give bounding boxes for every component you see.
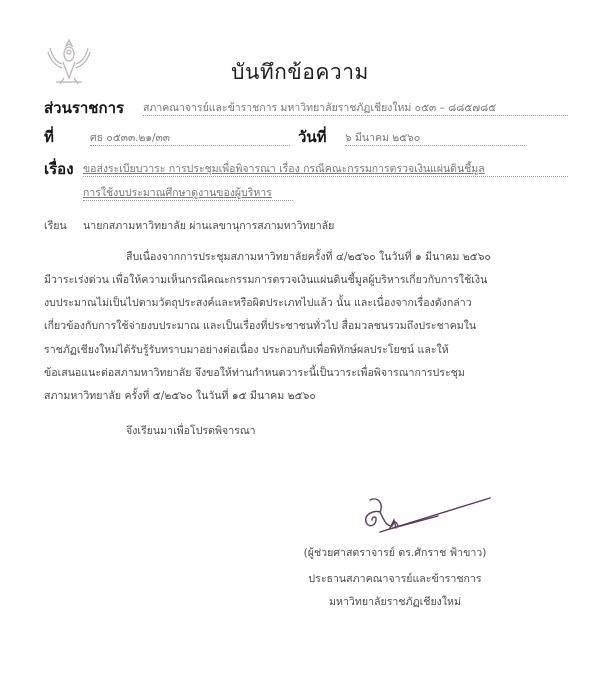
subject-line-1: ขอส่งระเบียบวาระ การประชุมเพื่อพิจารณา เรื่อง กรณีคณะกรรมการตรวจเงินแผ่นดินชี้มูล [83,162,568,177]
page-title: บันทึกข้อความ [231,60,369,84]
subject-label: เรื่อง [44,160,74,178]
recipient-value: นายกสภามหาวิทยาลัย ผ่านเลขานุการสภามหาวิทยาลัย [83,220,335,232]
body-line: งบประมาณไม่เป็นไปตามวัตถุประสงค์และหรือผิดประเภทไปแล้ว นั้น และเนื่องจากเรื่องดังกล่าว [44,297,472,309]
signatory-name: (ผู้ช่วยศาสตราจารย์ ดร.ศักราช ฟ้าขาว) [303,547,487,559]
body-line: สภามหาวิทยาลัย ครั้งที่ ๕/๒๕๖๐ ในวันที่ ๑๕ มีนาคม ๒๕๖๐ [44,390,316,402]
signatory-position-1: ประธานสภาคณาจารย์และข้าราชการ [308,573,482,585]
date-value: ๖ มีนาคม ๒๕๖๐ [345,131,525,146]
department-value: สภาคณาจารย์และข้าราชการ มหาวิทยาลัยราชภัฏเชียงใหม่ ๐๕๓ – ๘๘๕๗๘๕ [143,101,568,116]
recipient-label: เรียน [44,220,67,232]
signatory-position-2: มหาวิทยาลัยราชภัฏเชียงใหม่ [329,596,461,608]
reference-value: ศธ ๐๕๓๓.๒๑/๓๓ [90,131,290,146]
body-line: เกี่ยวข้องกับการใช้จ่ายงบประมาณ และเป็นเรื่องที่ประชาชนทั่วไป สื่อมวลชนรวมถึงประชาคมใน [44,320,477,332]
body-line: ข้อเสนอแนะต่อสภามหาวิทยาลัย จึงขอให้ท่านกำหนดวาระนี้เป็นวาระเพื่อพิจารณาการประชุม [44,367,465,379]
handwritten-signature-icon [350,490,500,540]
reference-label: ที่ [44,128,54,146]
subject-line-2: การใช้งบประมาณศึกษาดูงานของผู้บริหาร [83,186,293,201]
department-label: ส่วนราชการ [44,99,125,117]
body-line: สืบเนื่องจากการประชุมสภามหาวิทยาลัยครั้งที่ ๔/๒๕๖๐ ในวันที่ ๑ มีนาคม ๒๕๖๐ [126,251,491,263]
body-line: มีวาระเร่งด่วน เพื่อให้ความเห็นกรณีคณะกรรมการตรวจเงินแผ่นดินชี้มูลผู้บริหารเกี่ยวกับการใช้เงิน [44,274,488,286]
body-line: ราชภัฏเชียงใหม่ได้รับรู้รับทราบมาอย่างต่อเนื่อง ประกอบกับเพื่อพิทักษ์ผลประโยชน์ และให้ [44,344,449,356]
closing-text: จึงเรียนมาเพื่อโปรดพิจารณา [126,425,256,437]
date-label: วันที่ [298,128,327,146]
